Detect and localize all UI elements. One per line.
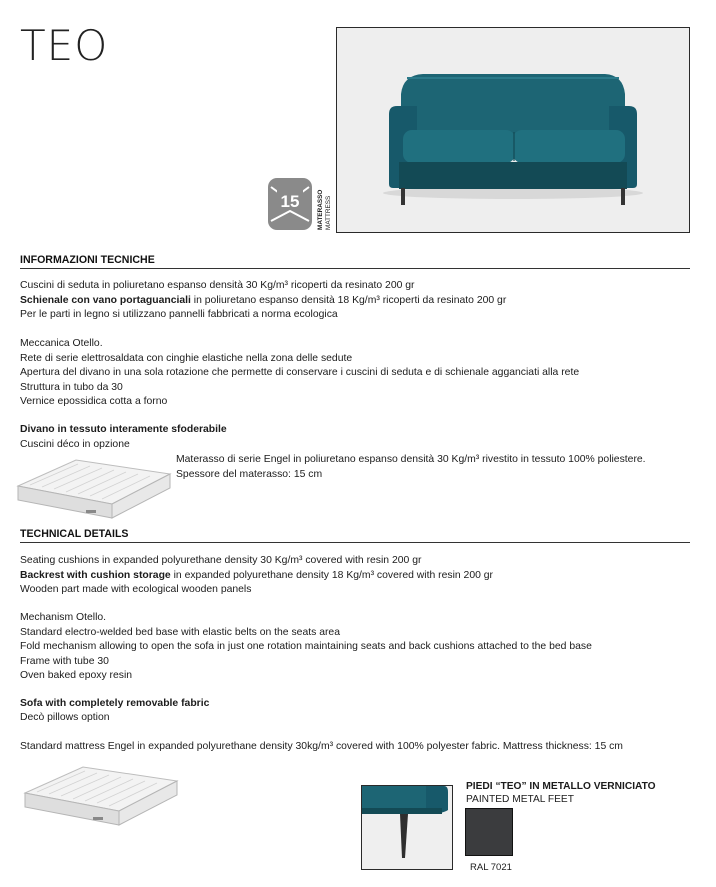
it-spec-line: Apertura del divano in una sola rotazione che permette di conservare i cuscini di seduta e di schienale agganciati alla rete xyxy=(20,367,580,378)
feet-photo xyxy=(361,785,453,870)
it-spec-line: Struttura in tubo da 30 xyxy=(20,381,123,393)
it-spec-line: Vernice epossidica cotta a forno xyxy=(20,396,168,407)
it-spec-line: Meccanica Otello. xyxy=(20,338,103,349)
en-section-divider xyxy=(20,542,690,543)
feet-illustration xyxy=(362,786,452,869)
en-spec-line: Seating cushions in expanded polyurethane density 30 Kg/m³ covered with resin 200 gr xyxy=(20,555,422,566)
en-fabric-title: Sofa with completely removable fabric xyxy=(20,698,210,709)
it-section-divider xyxy=(20,268,690,269)
it-specs-group-1 xyxy=(20,279,506,323)
it-spec-line: Rete di serie elettrosaldata con cinghie elastiche nella zona delle sedute xyxy=(20,352,353,364)
it-mattress-info xyxy=(176,453,646,482)
sofa-photo xyxy=(336,27,690,233)
en-spec-line: Fold mechanism allowing to open the sofa in just one rotation maintaining seats and back cushions attached to the bed base xyxy=(20,641,592,652)
feet-title: PIEDI “TEO” IN METALLO VERNICIATO xyxy=(466,781,656,792)
badge-label-it: MATERASSO xyxy=(317,189,324,230)
ral-color-swatch xyxy=(465,808,513,856)
it-fabric-title: Divano in tessuto interamente sfoderabile xyxy=(20,424,227,435)
badge-number: 15 xyxy=(280,192,300,211)
en-spec-line: Backrest with cushion storage in expanded polyurethane density 18 Kg/m³ covered with resin 200 gr xyxy=(20,569,494,581)
it-mattress-line-2: Spessore del materasso: 15 cm xyxy=(176,468,323,480)
badge-label xyxy=(314,184,336,232)
en-spec-line: Frame with tube 30 xyxy=(20,655,109,667)
product-title: TEO xyxy=(20,21,109,70)
en-specs-group-2 xyxy=(20,611,592,684)
mattress-image xyxy=(16,456,172,524)
it-spec-line: Cuscini di seduta in poliuretano espanso densità 30 Kg/m³ ricoperti da resinato 200 gr xyxy=(20,280,415,291)
en-mattress-info: Standard mattress Engel in expanded polyurethane density 30kg/m³ covered with 100% polyester fabric. Mattress thickness: 15 cm xyxy=(20,741,623,752)
en-section-heading: TECHNICAL DETAILS xyxy=(20,528,129,540)
it-fabric-subtitle: Cuscini déco in opzione xyxy=(20,439,130,450)
badge-label-en: MATTRESS xyxy=(325,195,332,230)
it-mattress-line-1: Materasso di serie Engel in poliuretano espanso densità 30 Kg/m³ rivestito in tessuto 100% poliestere. xyxy=(176,454,646,465)
en-spec-line: Oven baked epoxy resin xyxy=(20,670,133,681)
it-section-heading: INFORMAZIONI TECNICHE xyxy=(20,254,155,266)
sofa-illustration xyxy=(337,28,689,232)
en-spec-line: Wooden part made with ecological wooden panels xyxy=(20,584,252,595)
it-spec-line: Per le parti in legno si utilizzano pannelli fabbricati a norma ecologica xyxy=(20,309,338,320)
en-spec-line: Standard electro-welded bed base with elastic belts on the seats area xyxy=(20,626,340,638)
feet-subtitle: PAINTED METAL FEET xyxy=(466,794,574,805)
mattress-image xyxy=(22,763,180,831)
mattress-thickness-badge xyxy=(267,177,313,231)
en-spec-line: Mechanism Otello. xyxy=(20,612,107,623)
ral-code: RAL 7021 xyxy=(470,862,512,873)
it-spec-line: Schienale con vano portaguanciali in poliuretano espanso densità 18 Kg/m³ ricoperti da resinato 200 gr xyxy=(20,294,507,306)
it-specs-group-2 xyxy=(20,337,579,410)
en-fabric-subtitle: Decò pillows option xyxy=(20,712,110,723)
en-specs-group-1 xyxy=(20,554,493,598)
